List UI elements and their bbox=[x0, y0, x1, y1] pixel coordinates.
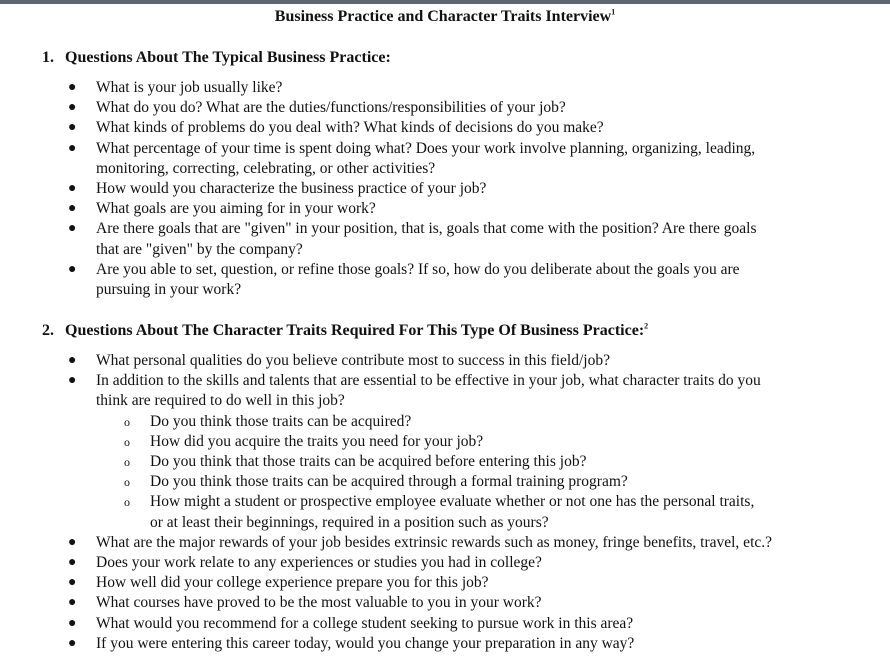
bullet-icon: ● bbox=[68, 615, 77, 631]
section-1-heading bbox=[42, 49, 391, 67]
list-item: ● What courses have proved to be the most valuable to you in your work? bbox=[96, 593, 856, 613]
circle-bullet-icon: o bbox=[124, 475, 130, 490]
list-item: ● Does your work relate to any experiences or studies you had in college? bbox=[96, 553, 856, 573]
circle-bullet-icon: o bbox=[124, 455, 130, 470]
section-1-list bbox=[68, 78, 856, 300]
list-item: ● What would you recommend for a college student seeking to pursue work in this area? bbox=[96, 614, 856, 634]
sub-list-item: o Do you think those traits can be acquired through a formal training program? bbox=[96, 472, 856, 492]
section-2-heading bbox=[42, 322, 648, 340]
bullet-icon: ● bbox=[68, 353, 77, 368]
bullet-icon: ● bbox=[68, 595, 77, 611]
bullet-icon: ● bbox=[68, 80, 77, 95]
list-item: ● What is your job usually like? bbox=[96, 78, 856, 98]
footnote-marker: 2 bbox=[644, 321, 649, 331]
sub-list bbox=[96, 412, 856, 533]
list-item: ● If you were entering this career today, would you change your preparation in any way? bbox=[96, 634, 856, 654]
list-item: ● In addition to the skills and talents that are essential to be effective in your job, what character traits do you think are required to do well in this job? o Do you think those traits can be acquired? o How did you acquire the traits you need for your job? o Do you think that those traits can be acquired before entering this job? o Do you think those traits can be acquired through a formal training program? o How might a student or prospective employee evaluate whether or not one has the personal traits, or at least their beginnings, required in a position such as yours? bbox=[96, 371, 856, 533]
section-number: 1. bbox=[42, 49, 54, 66]
list-item: ● What percentage of your time is spent doing what? Does your work involve planning, organizing, leading, monitoring, correcting, celebrating, or other activities? bbox=[68, 139, 756, 177]
sub-list-item: o Do you think those traits can be acquired? bbox=[96, 412, 856, 432]
sub-list-item: o How might a student or prospective employee evaluate whether or not one has the personal traits, or at least their beginnings, required in a position such as yours? bbox=[124, 493, 755, 531]
list-item: ● What goals are you aiming for in your work? bbox=[96, 199, 856, 219]
bullet-icon: ● bbox=[68, 534, 77, 550]
bullet-icon: ● bbox=[68, 120, 77, 136]
bullet-icon: ● bbox=[68, 140, 77, 156]
sub-list-item: o How did you acquire the traits you need for your job? bbox=[96, 432, 856, 452]
section-heading-text: Questions About The Typical Business Practice: bbox=[65, 49, 391, 66]
bullet-icon: ● bbox=[68, 555, 77, 571]
list-item: ● Are there goals that are "given" in your position, that is, goals that come with the position? Are there goals that are "given" by the company? bbox=[68, 220, 757, 258]
circle-bullet-icon: o bbox=[124, 434, 130, 449]
document-title-text: Business Practice and Character Traits Interview bbox=[274, 8, 612, 25]
list-item: ● What personal qualities do you believe contribute most to success in this field/job? bbox=[96, 351, 856, 371]
circle-bullet-icon: o bbox=[124, 495, 130, 510]
bullet-icon: ● bbox=[68, 575, 77, 591]
list-item: ● What are the major rewards of your job besides extrinsic rewards such as money, fringe benefits, travel, etc.? bbox=[96, 533, 856, 553]
bullet-icon: ● bbox=[68, 221, 77, 237]
top-border bbox=[0, 0, 890, 4]
bullet-icon: ● bbox=[68, 261, 77, 277]
bullet-icon: ● bbox=[68, 373, 77, 389]
section-heading-text: Questions About The Character Traits Required For This Type Of Business Practice: bbox=[65, 322, 645, 339]
list-item: ● How would you characterize the business practice of your job? bbox=[96, 179, 856, 199]
section-number: 2. bbox=[42, 322, 54, 339]
list-item: ● How well did your college experience prepare you for this job? bbox=[96, 573, 856, 593]
list-item: ● What do you do? What are the duties/functions/responsibilities of your job? bbox=[96, 98, 856, 118]
document-title bbox=[0, 8, 890, 26]
list-item: ● What kinds of problems do you deal with? What kinds of decisions do you make? bbox=[96, 118, 856, 138]
footnote-marker: 1 bbox=[611, 7, 616, 17]
section-2-list bbox=[68, 351, 856, 654]
bullet-icon: ● bbox=[68, 181, 77, 197]
list-item: ● Are you able to set, question, or refine those goals? If so, how do you deliberate about the goals you are pursuing in your work? bbox=[68, 260, 740, 299]
bullet-icon: ● bbox=[68, 100, 77, 116]
bullet-icon: ● bbox=[68, 635, 77, 651]
bullet-icon: ● bbox=[68, 201, 77, 217]
sub-list-item: o Do you think that those traits can be acquired before entering this job? bbox=[96, 452, 856, 472]
circle-bullet-icon: o bbox=[124, 414, 130, 429]
